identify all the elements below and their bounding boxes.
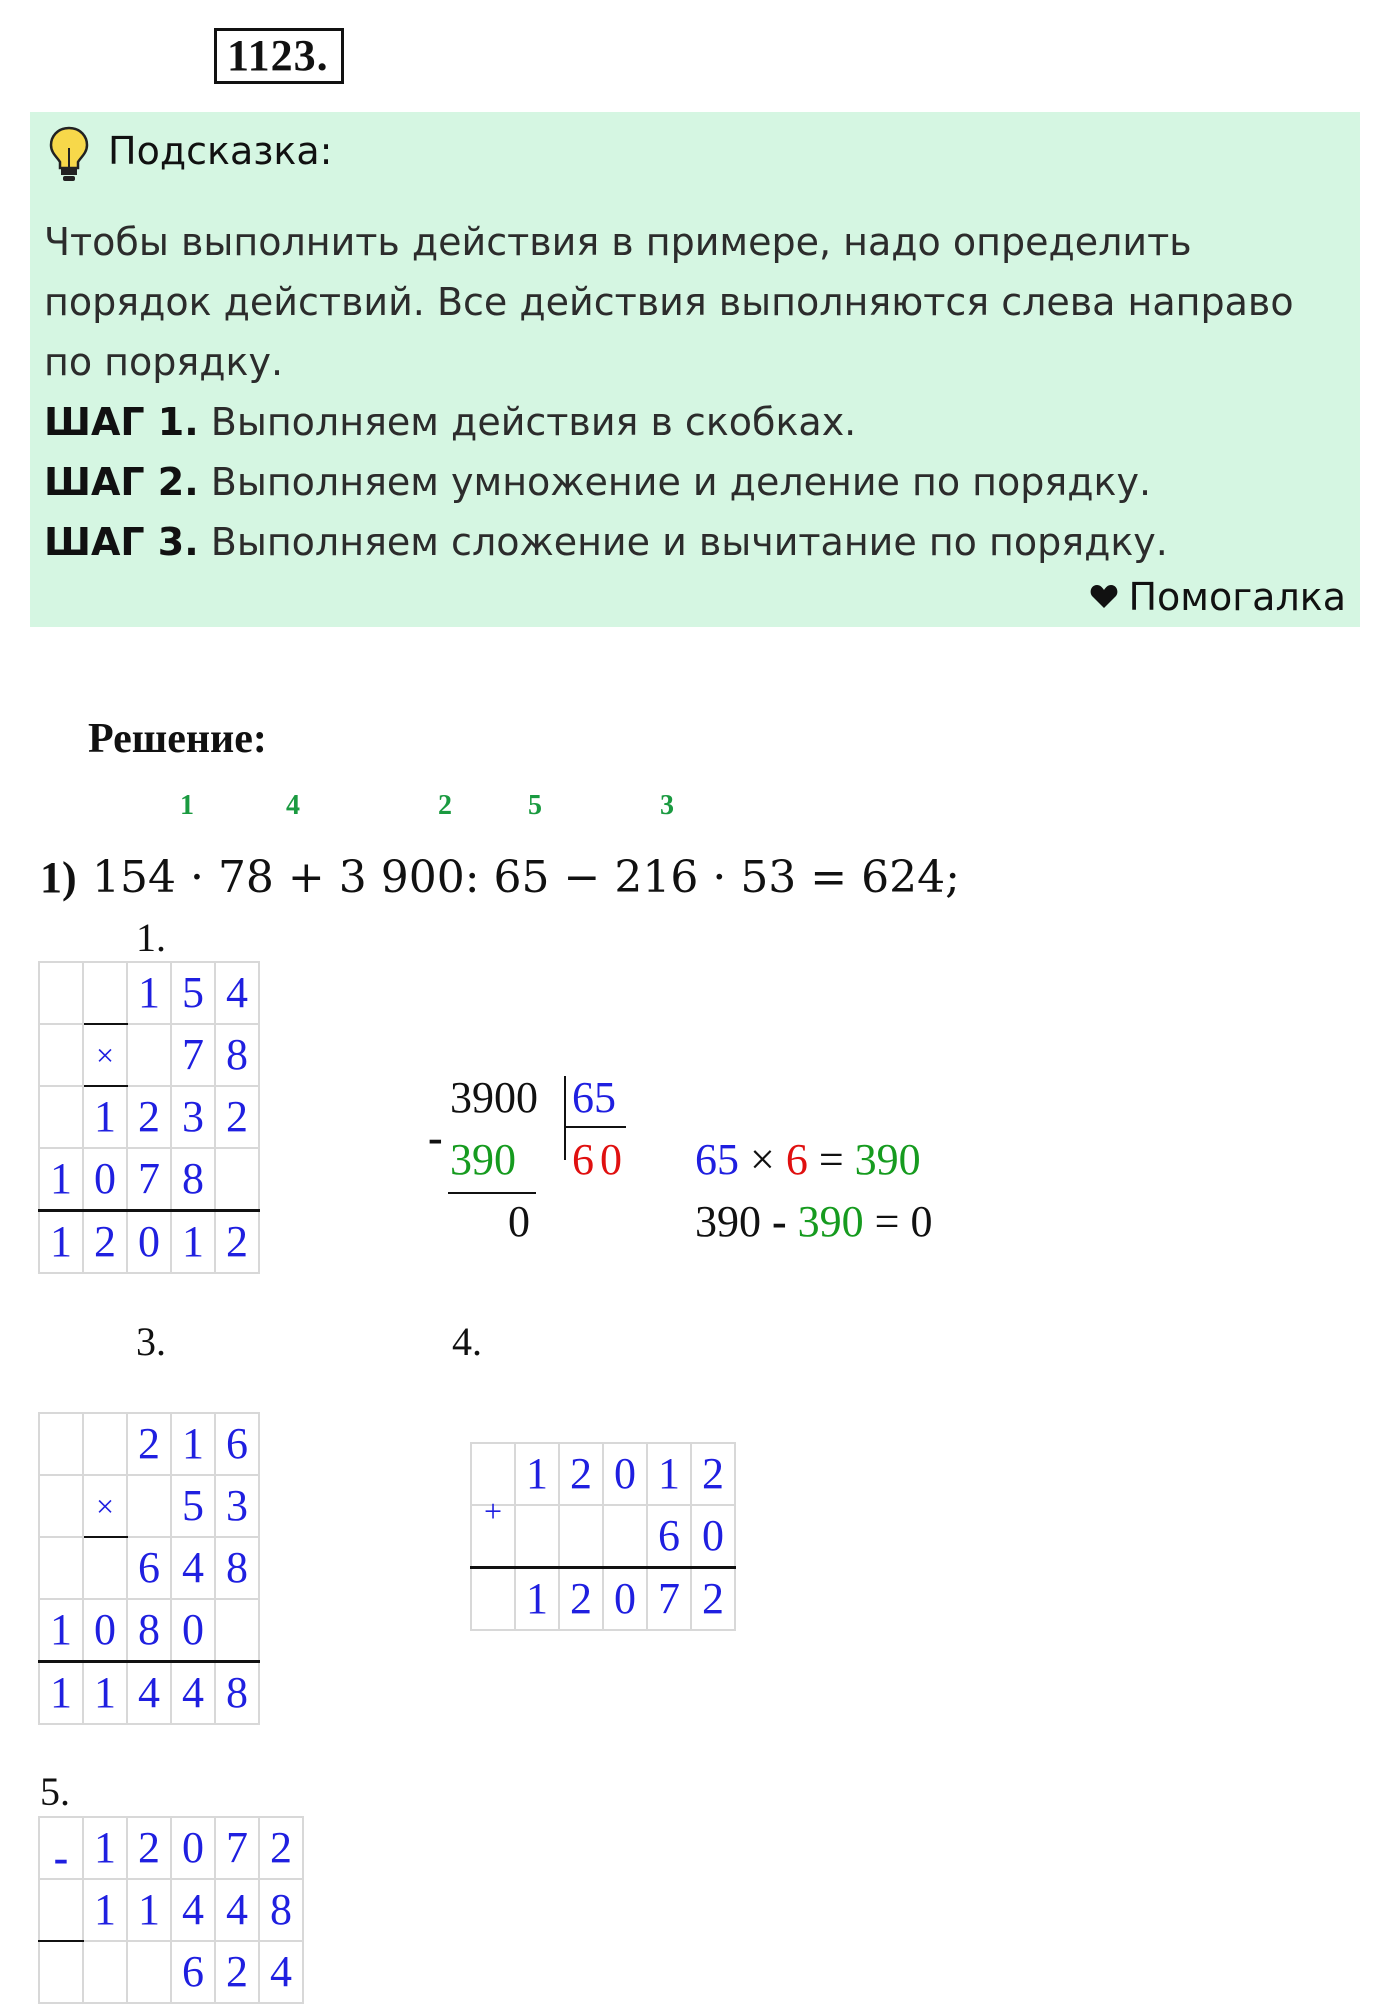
grid-cell: 8 xyxy=(215,1024,259,1086)
grid-cell xyxy=(39,1086,83,1148)
grid-cell: 0 xyxy=(83,1148,127,1211)
division-bracket-horizontal xyxy=(564,1126,626,1128)
step-text: Выполняем умножение и деление по порядку. xyxy=(210,460,1152,504)
grid-cell xyxy=(603,1505,647,1568)
text-span: 390 xyxy=(854,1135,921,1184)
text-span: × xyxy=(750,1135,775,1184)
grid-cell: 1 xyxy=(127,1879,171,1941)
division-quotient-digit: 6 xyxy=(572,1135,594,1184)
grid-cell: 5 xyxy=(171,1475,215,1537)
task-number: 1123. xyxy=(214,28,344,84)
grid-cell: 2 xyxy=(259,1817,303,1879)
grid-cell: 0 xyxy=(691,1505,735,1568)
step-3-label: 3. xyxy=(136,1319,166,1364)
order-mark: 4 xyxy=(286,790,300,821)
grid-cell: 1 xyxy=(171,1211,215,1274)
grid-cell xyxy=(83,1413,127,1475)
grid-cell: 1 xyxy=(515,1443,559,1505)
grid-cell: + xyxy=(471,1505,515,1568)
order-mark: 3 xyxy=(660,790,674,821)
grid-cell xyxy=(215,1599,259,1662)
hint-step-3 xyxy=(44,512,1344,572)
grid-cell: 4 xyxy=(171,1662,215,1725)
expression: 154 · 78 + 3 900: 65 − 216 · 53 = 624; xyxy=(92,852,960,903)
step-1-label: 1. xyxy=(136,915,166,960)
step-label: ШАГ 3. xyxy=(44,520,199,564)
grid-cell: 8 xyxy=(259,1879,303,1941)
division-divisor: 65 xyxy=(572,1073,616,1122)
grid-cell: 1 xyxy=(39,1148,83,1211)
step-5-label: 5. xyxy=(40,1769,70,1814)
grid-cell: 2 xyxy=(127,1817,171,1879)
grid-cell: 0 xyxy=(127,1211,171,1274)
grid-cell xyxy=(39,1024,83,1086)
grid-cell: 2 xyxy=(215,1211,259,1274)
division-minus: - xyxy=(428,1113,443,1162)
grid-cell: 1 xyxy=(127,962,171,1024)
grid-cell: 2 xyxy=(127,1086,171,1148)
grid-cell: 5 xyxy=(171,962,215,1024)
division-subtrahend: 390 xyxy=(450,1135,516,1184)
grid-cell: 1 xyxy=(83,1817,127,1879)
grid-cell xyxy=(127,1475,171,1537)
division-bracket-vertical xyxy=(564,1076,566,1160)
grid-cell: 2 xyxy=(559,1443,603,1505)
step-1-grid xyxy=(38,961,260,1274)
solution-title: Решение: xyxy=(88,716,267,762)
grid-cell: 4 xyxy=(127,1662,171,1725)
grid-cell: 1 xyxy=(83,1086,127,1148)
lightbulb-icon xyxy=(46,124,92,184)
expression-label: 1) xyxy=(40,853,77,902)
grid-cell xyxy=(39,1879,83,1941)
grid-cell: 2 xyxy=(691,1568,735,1631)
grid-cell xyxy=(83,1537,127,1599)
grid-cell: - xyxy=(39,1817,83,1879)
text-span: 390 xyxy=(695,1197,761,1246)
grid-cell: 4 xyxy=(171,1879,215,1941)
grid-cell: × xyxy=(83,1024,127,1086)
grid-cell xyxy=(127,1024,171,1086)
grid-cell: 2 xyxy=(127,1413,171,1475)
grid-cell xyxy=(39,1413,83,1475)
order-mark: 5 xyxy=(528,790,542,821)
division-dividend: 3900 xyxy=(450,1073,538,1122)
text-span: - xyxy=(772,1197,787,1246)
grid-cell: 2 xyxy=(215,1941,259,2003)
grid-cell: 2 xyxy=(691,1443,735,1505)
grid-cell: 3 xyxy=(215,1475,259,1537)
division-quotient-digit: 0 xyxy=(600,1135,622,1184)
grid-cell: 4 xyxy=(259,1941,303,2003)
hint-title: Подсказка: xyxy=(108,129,333,173)
division-remainder: 0 xyxy=(508,1197,530,1246)
grid-cell: 8 xyxy=(127,1599,171,1662)
grid-cell xyxy=(39,1941,83,2003)
grid-cell: 1 xyxy=(39,1599,83,1662)
footer-label: Помогалка xyxy=(1128,575,1346,619)
step-3-grid xyxy=(38,1412,260,1725)
grid-cell: 6 xyxy=(215,1413,259,1475)
text-span: 390 xyxy=(797,1197,864,1246)
step-text: Выполняем действия в скобках. xyxy=(210,400,857,444)
grid-cell: 8 xyxy=(215,1537,259,1599)
text-span: 0 xyxy=(910,1197,933,1246)
grid-cell: 6 xyxy=(127,1537,171,1599)
grid-cell: 8 xyxy=(171,1148,215,1211)
grid-cell: × xyxy=(83,1475,127,1537)
grid-cell xyxy=(515,1505,559,1568)
grid-cell: 4 xyxy=(215,1879,259,1941)
grid-cell: 4 xyxy=(171,1537,215,1599)
grid-cell xyxy=(215,1148,259,1211)
grid-cell: 4 xyxy=(215,962,259,1024)
hint-box xyxy=(30,112,1360,627)
grid-cell xyxy=(83,1941,127,2003)
step-4-label: 4. xyxy=(452,1319,482,1364)
text-span: = xyxy=(874,1197,900,1246)
grid-cell: 7 xyxy=(215,1817,259,1879)
order-mark: 2 xyxy=(438,790,452,821)
grid-cell: 0 xyxy=(171,1599,215,1662)
grid-cell: 6 xyxy=(171,1941,215,2003)
grid-cell xyxy=(39,1475,83,1537)
text-span: = xyxy=(818,1135,844,1184)
check-line-1 xyxy=(695,1130,921,1190)
grid-cell: 1 xyxy=(83,1879,127,1941)
grid-cell xyxy=(39,962,83,1024)
grid-cell: 3 xyxy=(171,1086,215,1148)
grid-cell xyxy=(471,1568,515,1631)
grid-cell: 6 xyxy=(647,1505,691,1568)
grid-cell: 0 xyxy=(603,1443,647,1505)
grid-cell: 0 xyxy=(83,1599,127,1662)
grid-cell: 1 xyxy=(39,1211,83,1274)
hint-step-1 xyxy=(44,392,1344,452)
grid-cell xyxy=(83,962,127,1024)
grid-cell: 2 xyxy=(215,1086,259,1148)
grid-cell: 2 xyxy=(559,1568,603,1631)
grid-cell xyxy=(127,1941,171,2003)
grid-cell: 8 xyxy=(215,1662,259,1725)
step-5-grid xyxy=(38,1816,304,2004)
grid-cell: 1 xyxy=(515,1568,559,1631)
text-span: 6 xyxy=(785,1135,808,1184)
grid-cell: 7 xyxy=(647,1568,691,1631)
text-span: 65 xyxy=(695,1135,739,1184)
check-line-2 xyxy=(695,1192,932,1252)
step-text: Выполняем сложение и вычитание по порядку. xyxy=(210,520,1168,564)
grid-cell: 1 xyxy=(39,1662,83,1725)
hint-text xyxy=(44,212,1344,572)
hint-footer xyxy=(1090,572,1346,622)
step-4-grid xyxy=(470,1442,736,1631)
grid-cell: 0 xyxy=(603,1568,647,1631)
grid-cell: 1 xyxy=(647,1443,691,1505)
hint-paragraph: Чтобы выполнить действия в примере, надо определить порядок действий. Все действия выполняются слева направо по порядку. xyxy=(44,220,1294,384)
grid-cell xyxy=(39,1537,83,1599)
grid-cell xyxy=(559,1505,603,1568)
step-label: ШАГ 1. xyxy=(44,400,199,444)
grid-cell: 7 xyxy=(171,1024,215,1086)
step-label: ШАГ 2. xyxy=(44,460,199,504)
heart-icon xyxy=(1090,583,1118,609)
hint-step-2 xyxy=(44,452,1344,512)
grid-cell: 0 xyxy=(171,1817,215,1879)
grid-cell: 2 xyxy=(83,1211,127,1274)
grid-cell: 1 xyxy=(171,1413,215,1475)
grid-cell: 7 xyxy=(127,1148,171,1211)
order-mark: 1 xyxy=(180,790,194,821)
grid-cell: 1 xyxy=(83,1662,127,1725)
